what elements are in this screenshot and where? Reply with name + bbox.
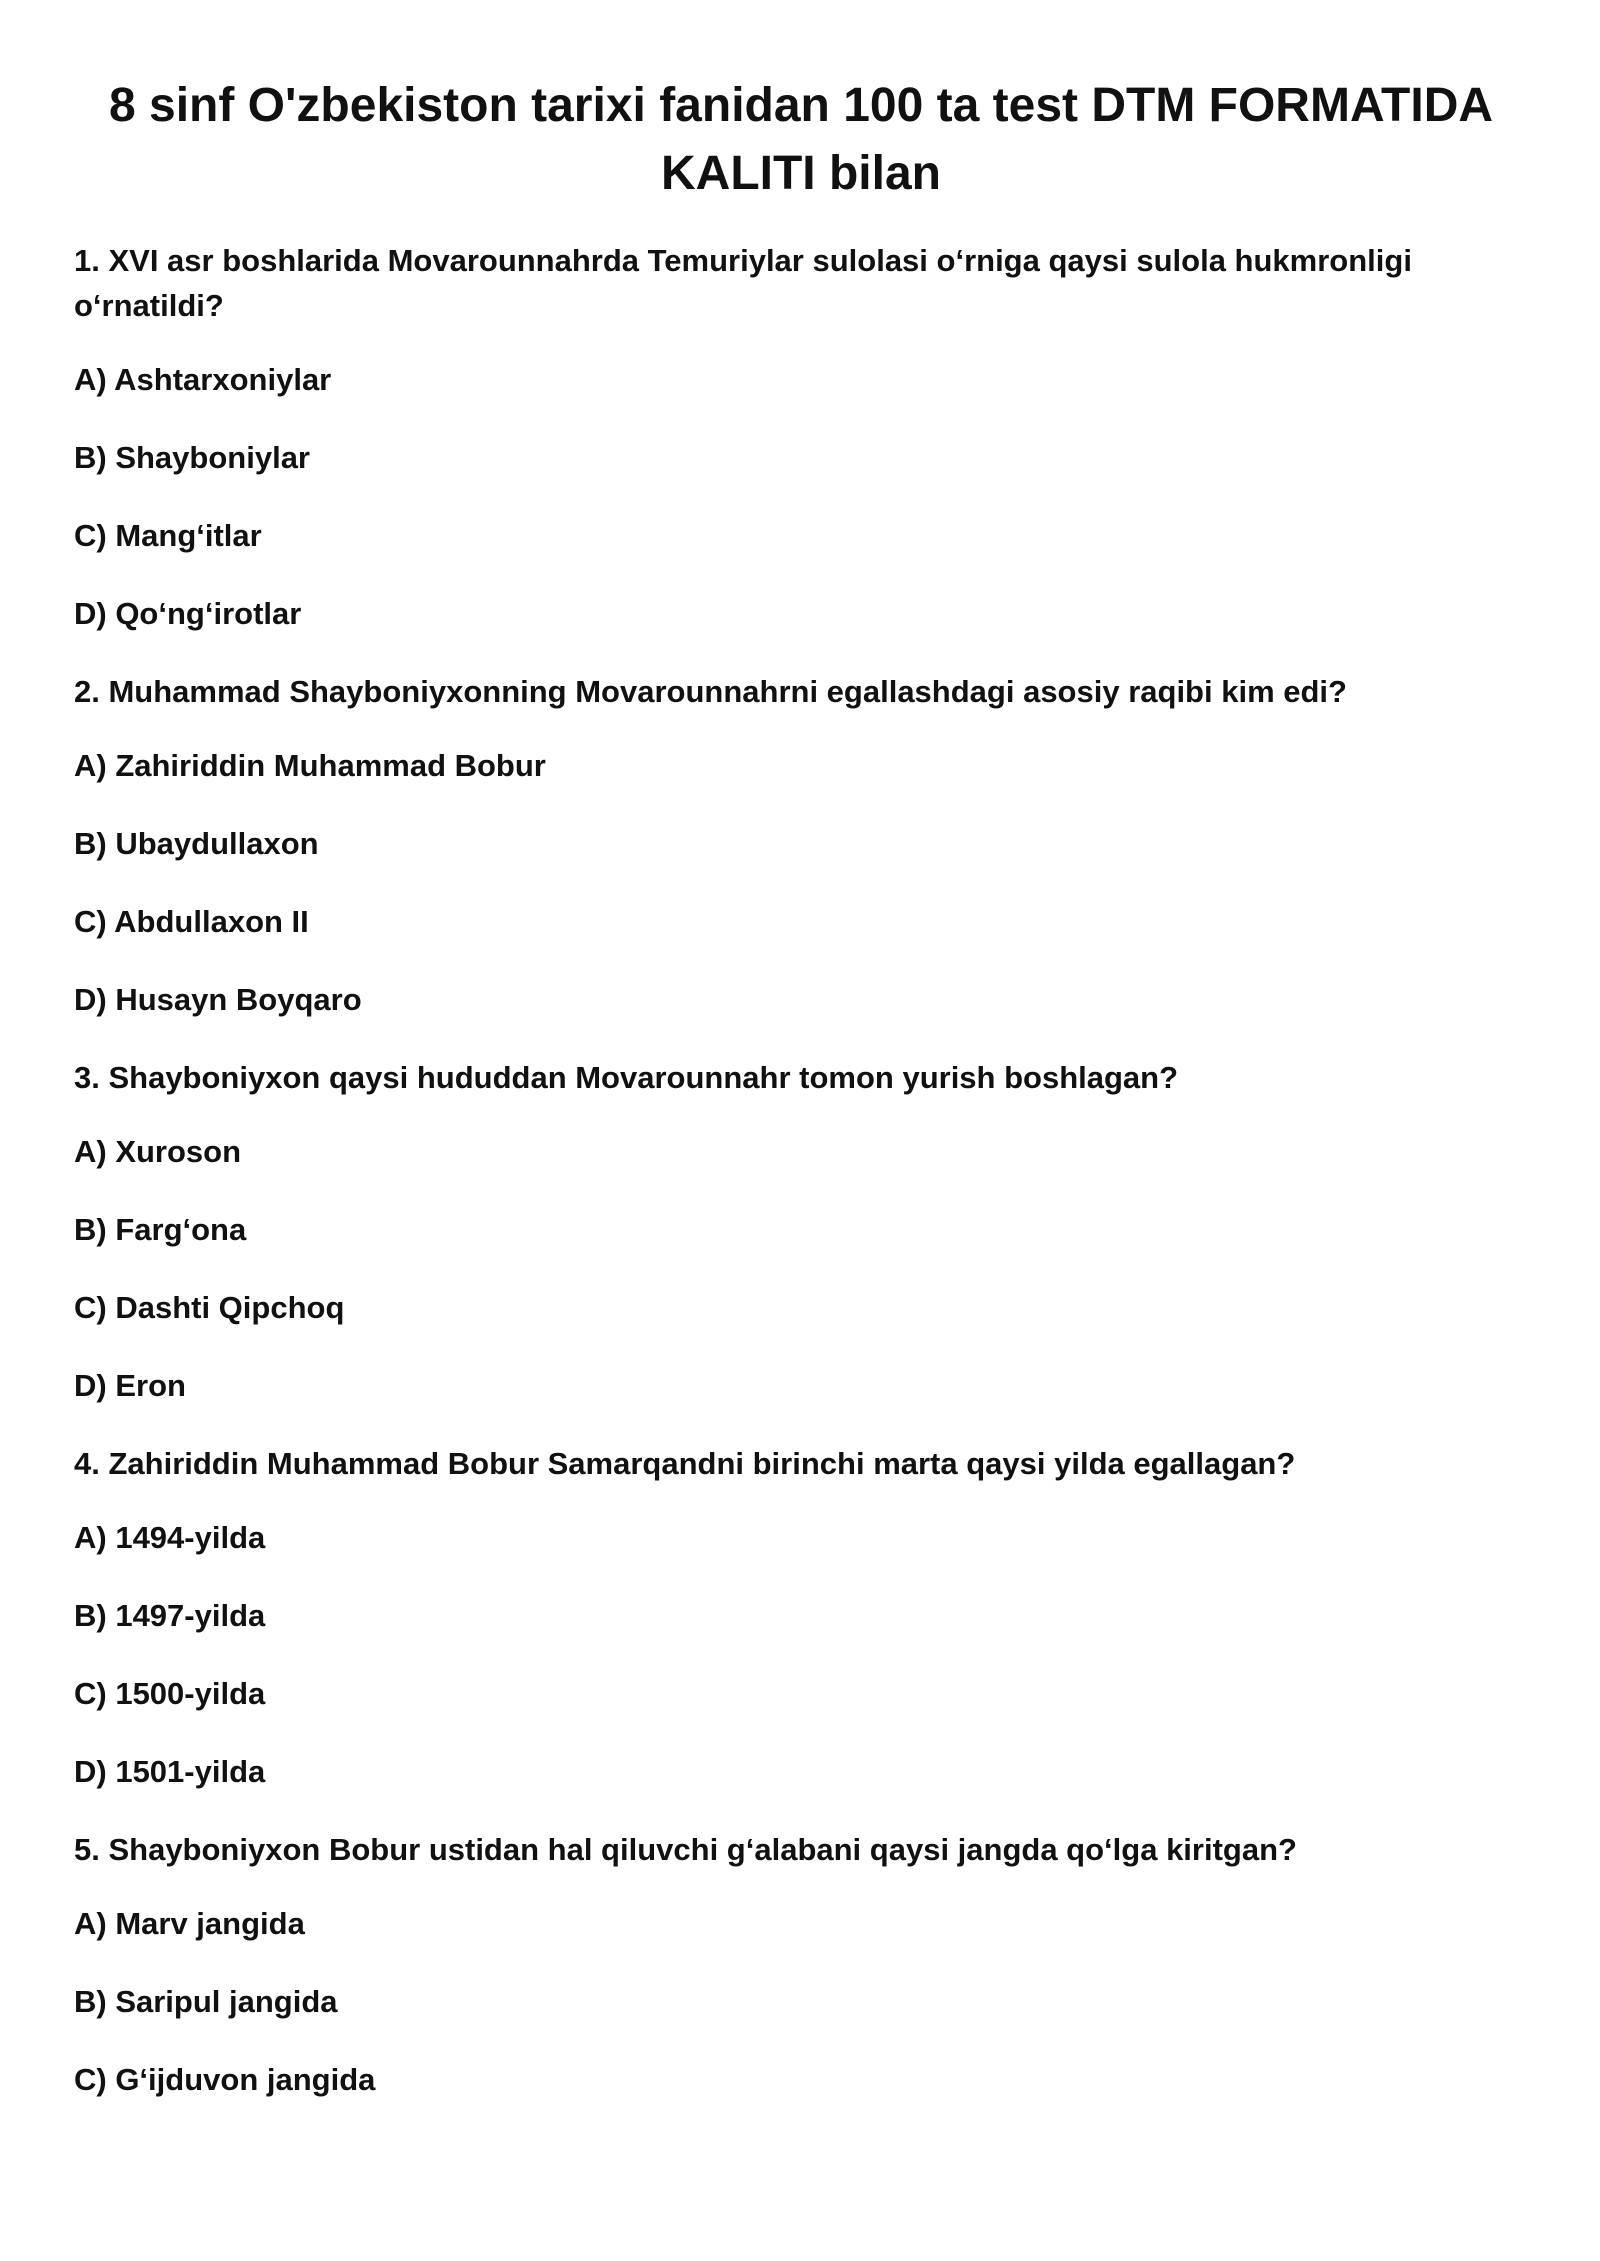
question-5 xyxy=(74,1827,1528,2102)
question-1 xyxy=(74,238,1528,636)
answer-option: A) Zahiriddin Muhammad Bobur xyxy=(74,748,546,783)
answer-option: B) Saripul jangida xyxy=(74,1984,338,2019)
answer-option: C) G‘ijduvon jangida xyxy=(74,2062,376,2097)
question-4 xyxy=(74,1441,1528,1794)
answer-option: C) 1500-yilda xyxy=(74,1676,266,1711)
question-3 xyxy=(74,1055,1528,1408)
question-text: 5. Shayboniyxon Bobur ustidan hal qiluvchi g‘alabani qaysi jangda qo‘lga kiritgan? xyxy=(74,1832,1297,1867)
answer-option: D) Qo‘ng‘irotlar xyxy=(74,596,302,631)
answer-option: B) Shayboniylar xyxy=(74,440,310,475)
question-2 xyxy=(74,669,1528,1022)
answer-option: B) 1497-yilda xyxy=(74,1598,266,1633)
answer-option: C) Abdullaxon II xyxy=(74,904,309,939)
question-text: 1. XVI asr boshlarida Movarounnahrda Temuriylar sulolasi o‘rniga qaysi sulola hukmronligi o‘rnatildi? xyxy=(74,243,1412,323)
answer-option: D) 1501-yilda xyxy=(74,1754,266,1789)
question-text: 3. Shayboniyxon qaysi hududdan Movarounnahr tomon yurish boshlagan? xyxy=(74,1060,1179,1095)
answer-option: D) Eron xyxy=(74,1368,186,1403)
answer-option: A) Xuroson xyxy=(74,1134,242,1169)
answer-option: C) Dashti Qipchoq xyxy=(74,1290,345,1325)
question-list xyxy=(74,238,1528,2102)
answer-option: A) 1494-yilda xyxy=(74,1520,266,1555)
answer-option: C) Mang‘itlar xyxy=(74,518,262,553)
document-title: 8 sinf O'zbekiston tarixi fanidan 100 ta test DTM FORMATIDA KALITI bilan xyxy=(108,79,1494,200)
question-text: 4. Zahiriddin Muhammad Bobur Samarqandni birinchi marta qaysi yilda egallagan? xyxy=(74,1446,1296,1481)
answer-option: A) Marv jangida xyxy=(74,1906,305,1941)
answer-option: D) Husayn Boyqaro xyxy=(74,982,362,1017)
question-text: 2. Muhammad Shayboniyxonning Movarounnahrni egallashdagi asosiy raqibi kim edi? xyxy=(74,674,1347,709)
answer-option: B) Farg‘ona xyxy=(74,1212,247,1247)
answer-option: B) Ubaydullaxon xyxy=(74,826,319,861)
answer-option: A) Ashtarxoniylar xyxy=(74,362,332,397)
